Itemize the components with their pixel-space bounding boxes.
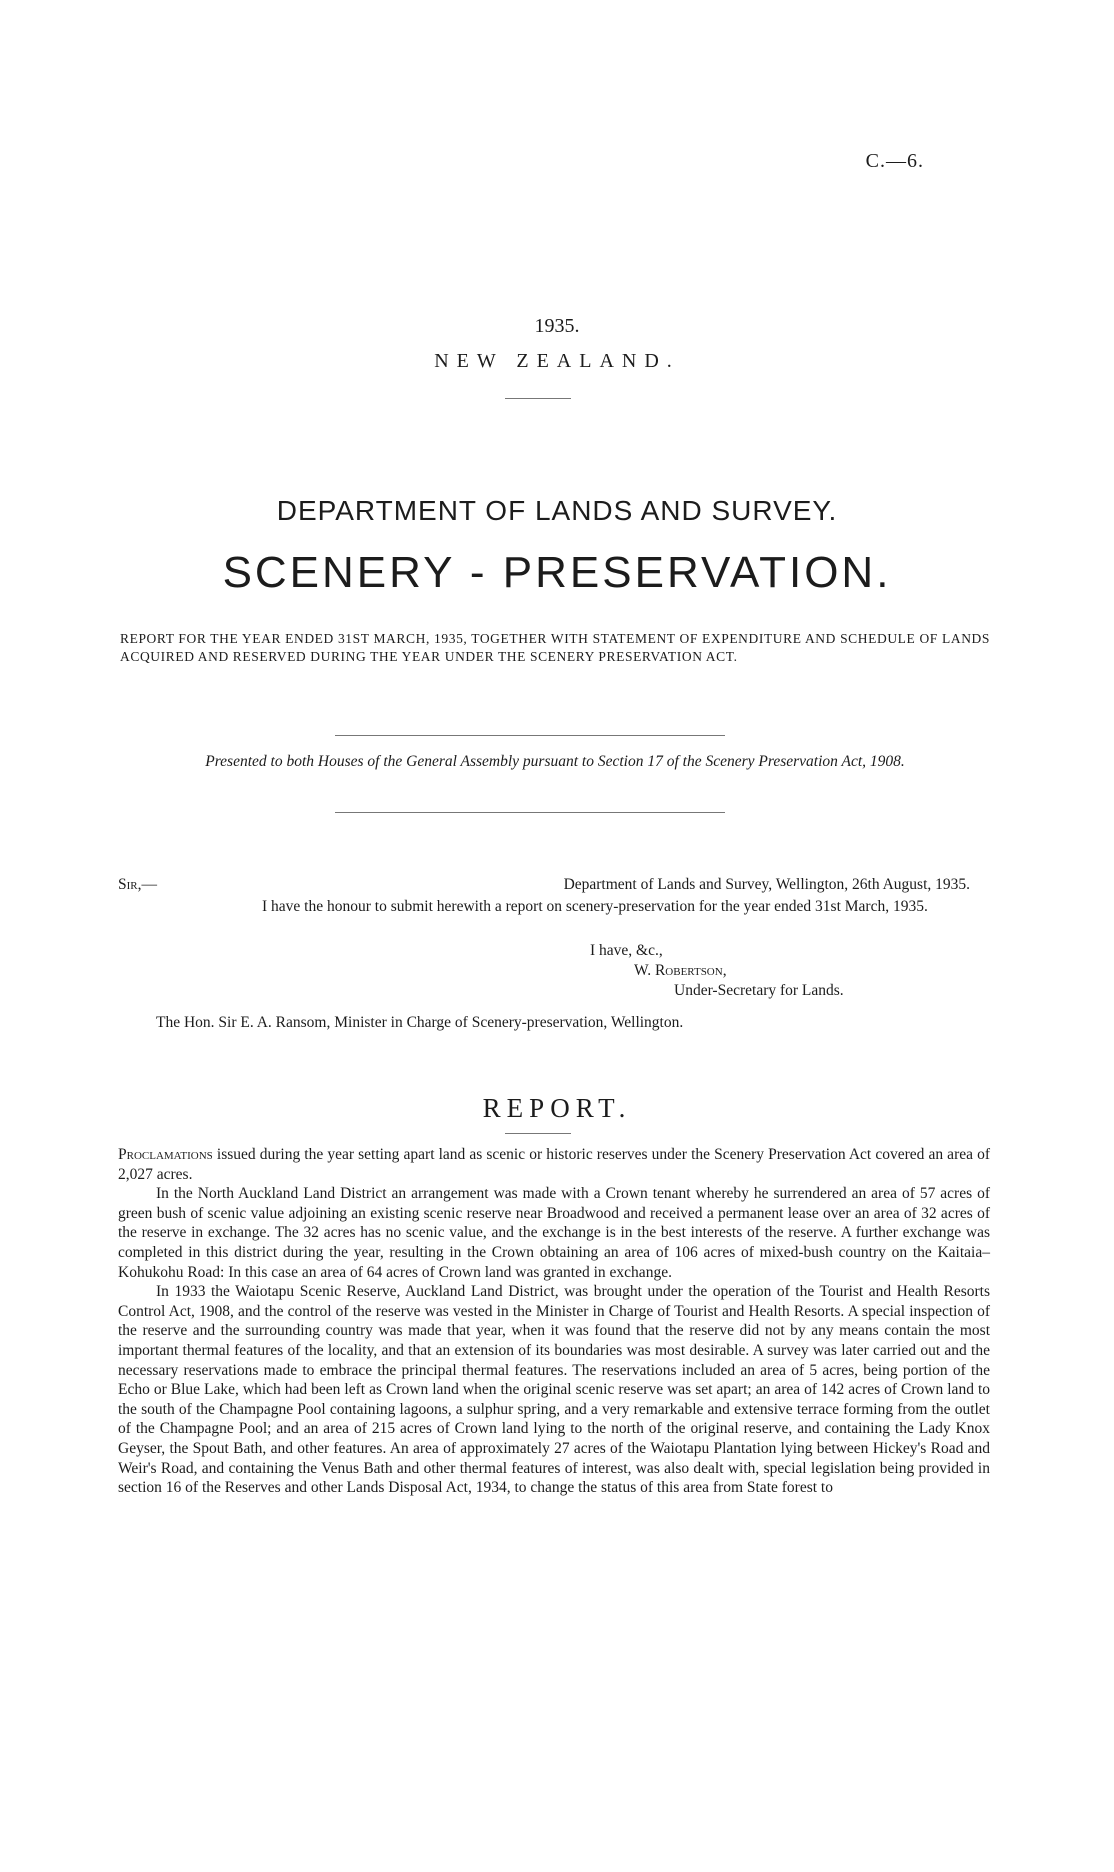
report-paragraph: In the North Auckland Land District an arrangement was made with a Crown tenant whereby he surrendered an area of 57 acres of green bush of scenic value adjoining an existing scenic reserve near Broadwood and received a permanent lease over an area of 32 acres of the reserve in exchange. The 32 acres has no scenic value, and the exchange is in the best interests of the reserve. A further exchange was completed in this district during the year, resulting in the Crown obtaining an area of 106 acres of mixed-bush country on the Kaitaia–Kohukohu Road: In this case an area of 64 acres of Crown land was granted in exchange. (118, 1185, 990, 1281)
letter-body: I have the honour to submit herewith a report on scenery-preservation for the year ended 31st March, 1935. (262, 898, 928, 915)
letter-signatory: W. Robertson, (634, 962, 727, 979)
letter-address-date: Department of Lands and Survey, Wellington, 26th August, 1935. (563, 876, 970, 893)
divider-rule (335, 812, 725, 813)
letter-addressee: The Hon. Sir E. A. Ransom, Minister in Charge of Scenery-preservation, Wellington. (156, 1014, 684, 1031)
report-heading: REPORT. (482, 1093, 632, 1123)
report-paragraph (118, 1145, 990, 1184)
letter-signatory-title: Under-Secretary for Lands. (674, 982, 844, 999)
paragraph-text: issued during the year setting apart land as scenic or historic reserves under the Scenery Preservation Act covered an area of 2,027 acres. (118, 1146, 990, 1183)
country-heading: NEW ZEALAND. (434, 350, 680, 372)
report-paragraph: In 1933 the Waiotapu Scenic Reserve, Auckland Land District, was brought under the operation of the Tourist and Health Resorts Control Act, 1908, and the control of the reserve was vested in the Minister in Charge of Tourist and Health Resorts. A special inspection of the reserve and the surrounding country was made that year, when it was found that the reserve did not by any means contain the most important thermal features of the locality, and that an extension of its boundaries was most desirable. A survey was later carried out and the necessary reservations made to embrace the principal thermal features. The reservations included an area of 5 acres, being portion of the Echo or Blue Lake, which had been left as Crown land when the original scenic reserve was set apart; an area of 142 acres of Crown land to the south of the Champagne Pool containing lagoons, a sulphur spring, and a very remarkable and extensive terrace forming from the outlet of the Champagne Pool; and an area of 215 acres of Crown land lying to the north of the original reserve, and containing the Lady Knox Geyser, the Spout Bath, and other features. An area of approximately 27 acres of the Waiotapu Plantation lying between Hickey's Road and Weir's Road, and containing the Venus Bath and other thermal features of interest, was also dealt with, special legislation being provided in section 16 of the Reserves and other Lands Disposal Act, 1934, to change the status of this area from State forest to (118, 1283, 990, 1497)
report-subtitle: REPORT FOR THE YEAR ENDED 31ST MARCH, 1935, TOGETHER WITH STATEMENT OF EXPENDITURE AND SCHEDULE OF LANDS ACQUIRED AND RESERVED DURING THE YEAR UNDER THE SCENERY PRESERVATION ACT. (120, 631, 990, 664)
letter-closing: I have, &c., (590, 942, 663, 959)
main-title: SCENERY - PRESERVATION. (222, 548, 892, 597)
report-body (118, 1145, 990, 1498)
document-year: 1935. (534, 315, 580, 337)
presentation-note: Presented to both Houses of the General Assembly pursuant to Section 17 of the Scenery Preservation Act, 1908. (205, 753, 905, 770)
paragraph-lead-word: Proclamations (118, 1146, 213, 1163)
divider-rule (505, 398, 571, 399)
divider-rule (505, 1133, 571, 1134)
letter-salutation: Sir,— (118, 876, 157, 893)
department-heading: DEPARTMENT OF LANDS AND SURVEY. (276, 495, 838, 526)
paper-reference: C.—6. (865, 150, 924, 172)
divider-rule (335, 735, 725, 736)
